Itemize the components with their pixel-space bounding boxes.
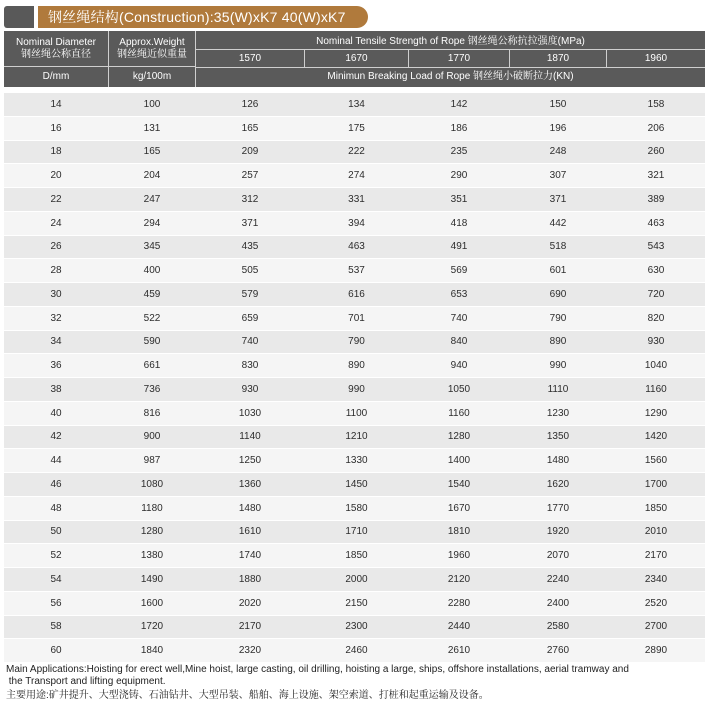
cell-load-1770: 840: [450, 336, 468, 348]
cell-load-1960: 2700: [644, 621, 668, 633]
cell-load-1670: 2000: [345, 573, 368, 585]
cell-diameter: 42: [50, 431, 62, 443]
cell-diameter: 44: [50, 455, 62, 467]
table-row: [4, 307, 705, 331]
cell-load-1870: 371: [549, 193, 567, 205]
cell-load-1960: 321: [647, 170, 665, 182]
cell-load-1870: 518: [549, 241, 567, 253]
header-grade-1960: 1960: [644, 53, 668, 64]
header-grade-1670: 1670: [345, 53, 368, 64]
cell-load-1770: 290: [450, 170, 468, 182]
cell-diameter: 26: [50, 241, 62, 253]
cell-load-1960: 1560: [644, 455, 668, 467]
cell-load-1770: 1280: [447, 431, 471, 443]
table-row: [4, 141, 705, 165]
cell-load-1570: 209: [241, 146, 259, 158]
table-row: [4, 521, 705, 545]
cell-load-1870: 150: [549, 98, 567, 110]
header-diameter-unit: D/mm: [42, 71, 70, 82]
cell-load-1570: 659: [241, 312, 259, 324]
cell-diameter: 48: [50, 502, 62, 514]
cell-load-1960: 1290: [644, 407, 668, 419]
cell-load-1570: 1140: [239, 431, 261, 443]
table-row: [4, 212, 705, 236]
cell-load-1770: 1540: [447, 478, 471, 490]
cell-load-1570: 126: [241, 98, 259, 110]
cell-load-1870: 1920: [546, 526, 570, 538]
cell-load-1770: 1960: [447, 550, 471, 562]
cell-load-1960: 2890: [644, 645, 668, 657]
cell-weight: 1380: [140, 550, 164, 562]
cell-weight: 522: [143, 312, 161, 324]
cell-weight: 459: [143, 288, 161, 300]
header-diameter-cn: 钢丝绳公称直径: [21, 49, 91, 60]
cell-load-1960: 543: [647, 241, 665, 253]
cell-load-1960: 463: [647, 217, 665, 229]
cell-load-1960: 2520: [644, 597, 668, 609]
header-strength: Nominal Tensile Strength of Rope 钢丝绳公称抗拉强度(MPa): [316, 36, 585, 47]
cell-load-1570: 1740: [238, 550, 262, 562]
cell-diameter: 60: [50, 645, 62, 657]
cell-diameter: 52: [50, 550, 62, 562]
table-row: [4, 449, 705, 473]
cell-load-1960: 930: [647, 336, 665, 348]
header-breaking-load: Minimun Breaking Load of Rope 钢丝绳小破断拉力(KN): [327, 71, 574, 82]
header-grade-1570: 1570: [238, 53, 262, 64]
applications-en-line2: the Transport and lifting equipment.: [6, 676, 166, 687]
cell-load-1770: 1160: [448, 407, 470, 419]
table-row: [4, 354, 705, 378]
cell-load-1670: 1850: [345, 550, 368, 562]
cell-weight: 1280: [140, 526, 164, 538]
cell-weight: 1180: [141, 502, 163, 514]
cell-load-1870: 1480: [546, 455, 570, 467]
cell-weight: 816: [143, 407, 161, 419]
cell-load-1570: 371: [241, 217, 259, 229]
cell-load-1870: 2070: [546, 550, 570, 562]
cell-diameter: 14: [50, 98, 62, 110]
cell-load-1870: 307: [549, 170, 567, 182]
cell-diameter: 46: [50, 478, 62, 490]
cell-diameter: 32: [50, 312, 62, 324]
cell-load-1770: 186: [450, 122, 468, 134]
cell-load-1570: 830: [241, 360, 259, 372]
cell-load-1570: 1030: [238, 407, 262, 419]
cell-diameter: 34: [50, 336, 62, 348]
cell-load-1570: 1480: [238, 502, 262, 514]
cell-diameter: 58: [50, 621, 62, 633]
cell-weight: 165: [143, 146, 161, 158]
cell-diameter: 36: [50, 360, 62, 372]
header-divider: [195, 31, 196, 87]
cell-load-1870: 1620: [546, 478, 570, 490]
cell-diameter: 38: [50, 383, 62, 395]
cell-load-1670: 990: [348, 383, 365, 395]
cell-weight: 661: [143, 360, 161, 372]
cell-weight: 294: [143, 217, 161, 229]
cell-load-1870: 990: [549, 360, 567, 372]
cell-load-1870: 601: [549, 265, 567, 277]
cell-load-1960: 206: [647, 122, 665, 134]
cell-load-1870: 2760: [546, 645, 570, 657]
cell-load-1770: 1810: [447, 526, 471, 538]
cell-load-1960: 2170: [644, 550, 668, 562]
cell-load-1670: 463: [348, 241, 365, 253]
cell-load-1670: 331: [348, 193, 365, 205]
cell-load-1770: 351: [450, 193, 468, 205]
cell-load-1570: 435: [241, 241, 259, 253]
cell-load-1670: 175: [348, 122, 365, 134]
applications-cn: 主要用途:矿井提升、大型浇铸、石油钻井、大型吊装、船舶、海上设施、架空索道、打桩和起重运输及设备。: [6, 690, 489, 701]
table-row: [4, 378, 705, 402]
cell-load-1770: 2120: [447, 573, 471, 585]
cell-load-1960: 630: [647, 265, 665, 277]
cell-load-1770: 1050: [447, 383, 471, 395]
cell-load-1770: 653: [450, 288, 468, 300]
cell-load-1570: 2020: [238, 597, 262, 609]
header-grade-1870: 1870: [546, 53, 570, 64]
header-diameter-en: Nominal Diameter: [15, 37, 97, 48]
table-row: [4, 331, 705, 355]
cell-weight: 204: [143, 170, 161, 182]
cell-diameter: 20: [50, 170, 62, 182]
cell-load-1870: 2240: [546, 573, 570, 585]
cell-load-1870: 1230: [546, 407, 570, 419]
cell-load-1770: 142: [450, 98, 468, 110]
cell-load-1870: 2580: [546, 621, 570, 633]
cell-load-1770: 740: [450, 312, 468, 324]
cell-load-1570: 930: [241, 383, 259, 395]
cell-weight: 247: [143, 193, 161, 205]
cell-weight: 736: [143, 383, 161, 395]
cell-diameter: 16: [50, 122, 62, 134]
cell-load-1570: 2170: [238, 621, 262, 633]
cell-weight: 987: [143, 455, 161, 467]
cell-diameter: 28: [50, 265, 62, 277]
cell-load-1870: 1110: [547, 383, 569, 395]
header-divider: [195, 49, 705, 50]
table-row: [4, 426, 705, 450]
table-row: [4, 93, 705, 117]
cell-load-1670: 790: [348, 336, 365, 348]
title-marker: [4, 6, 34, 28]
cell-weight: 345: [143, 241, 161, 253]
cell-load-1570: 312: [241, 193, 259, 205]
table-row: [4, 164, 705, 188]
cell-weight: 1840: [140, 645, 164, 657]
cell-diameter: 50: [50, 526, 62, 538]
table-row: [4, 473, 705, 497]
table-row: [4, 568, 705, 592]
table-row: [4, 117, 705, 141]
cell-load-1570: 1250: [238, 455, 262, 467]
cell-load-1670: 1100: [345, 407, 368, 419]
header-grade-1770: 1770: [447, 53, 471, 64]
cell-load-1770: 1400: [447, 455, 471, 467]
table-header: [4, 31, 705, 87]
cell-load-1670: 616: [348, 288, 365, 300]
cell-load-1670: 274: [348, 170, 365, 182]
cell-diameter: 54: [50, 573, 62, 585]
cell-load-1770: 1670: [447, 502, 471, 514]
table-row: [4, 592, 705, 616]
cell-load-1770: 418: [450, 217, 468, 229]
table-row: [4, 283, 705, 307]
cell-load-1960: 1040: [644, 360, 668, 372]
cell-diameter: 18: [50, 146, 62, 158]
header-divider: [509, 49, 510, 67]
cell-load-1960: 2340: [644, 573, 668, 585]
header-divider: [108, 31, 109, 87]
table-row: [4, 497, 705, 521]
cell-weight: 131: [143, 122, 161, 134]
title-bar: [4, 4, 705, 30]
cell-load-1770: 2610: [447, 645, 471, 657]
cell-weight: 100: [143, 98, 161, 110]
cell-load-1570: 165: [241, 122, 259, 134]
cell-load-1870: 1350: [546, 431, 570, 443]
cell-diameter: 56: [50, 597, 62, 609]
cell-load-1770: 569: [450, 265, 468, 277]
cell-load-1570: 740: [241, 336, 259, 348]
cell-load-1670: 1330: [345, 455, 368, 467]
cell-load-1570: 1880: [238, 573, 262, 585]
cell-load-1770: 491: [450, 241, 468, 253]
header-divider: [195, 67, 705, 68]
cell-diameter: 40: [50, 407, 62, 419]
cell-load-1960: 1420: [644, 431, 668, 443]
cell-weight: 900: [143, 431, 161, 443]
cell-weight: 1490: [140, 573, 164, 585]
table-row: [4, 544, 705, 568]
cell-load-1570: 505: [241, 265, 259, 277]
cell-load-1670: 1210: [345, 431, 368, 443]
cell-load-1870: 890: [549, 336, 567, 348]
page-title: 钢丝绳结构(Construction):35(W)xK7 40(W)xK7: [48, 9, 346, 25]
cell-load-1670: 890: [348, 360, 365, 372]
cell-load-1960: 389: [647, 193, 665, 205]
table-row: [4, 402, 705, 426]
cell-load-1960: 1160: [645, 383, 667, 395]
cell-load-1870: 1770: [546, 502, 570, 514]
cell-load-1670: 134: [348, 98, 365, 110]
cell-load-1670: 1580: [345, 502, 368, 514]
table-row: [4, 616, 705, 640]
cell-load-1570: 1610: [238, 526, 262, 538]
cell-load-1670: 222: [348, 146, 365, 158]
cell-load-1670: 2460: [345, 645, 368, 657]
header-weight-cn: 钢丝绳近似重量: [117, 49, 187, 60]
cell-load-1870: 690: [549, 288, 567, 300]
header-divider: [304, 49, 305, 67]
cell-load-1870: 2400: [546, 597, 570, 609]
data-table: [4, 93, 705, 663]
cell-load-1570: 1360: [238, 478, 262, 490]
header-weight-en: Approx.Weight: [119, 37, 185, 48]
table-row: [4, 236, 705, 260]
header-divider: [606, 49, 607, 67]
cell-load-1960: 158: [647, 98, 665, 110]
header-divider: [408, 49, 409, 67]
cell-load-1960: 1700: [644, 478, 668, 490]
cell-load-1960: 2010: [644, 526, 668, 538]
cell-load-1770: 235: [450, 146, 468, 158]
cell-weight: 1600: [140, 597, 164, 609]
cell-load-1770: 940: [450, 360, 468, 372]
applications-en-line1: Main Applications:Hoisting for erect well,Mine hoist, large casting, oil drilling, hoisting a large, ships, offshore installations, aerial tramway and: [6, 664, 629, 675]
cell-diameter: 24: [50, 217, 62, 229]
cell-weight: 590: [143, 336, 161, 348]
applications-note: [6, 664, 706, 702]
cell-load-1670: 2150: [345, 597, 368, 609]
cell-weight: 1080: [140, 478, 164, 490]
cell-load-1870: 248: [549, 146, 567, 158]
table-row: [4, 639, 705, 663]
cell-weight: 400: [143, 265, 161, 277]
cell-weight: 1720: [140, 621, 164, 633]
cell-load-1960: 1850: [644, 502, 668, 514]
table-row: [4, 259, 705, 283]
cell-load-1870: 790: [549, 312, 567, 324]
cell-load-1870: 196: [549, 122, 567, 134]
cell-load-1670: 394: [348, 217, 365, 229]
cell-load-1570: 579: [241, 288, 259, 300]
cell-load-1670: 1710: [345, 526, 368, 538]
cell-load-1870: 442: [549, 217, 567, 229]
cell-load-1670: 537: [348, 265, 365, 277]
cell-load-1670: 701: [348, 312, 365, 324]
cell-load-1960: 820: [647, 312, 665, 324]
cell-load-1770: 2280: [447, 597, 471, 609]
cell-load-1570: 2320: [238, 645, 262, 657]
cell-load-1770: 2440: [447, 621, 471, 633]
cell-load-1960: 720: [647, 288, 665, 300]
cell-load-1670: 2300: [345, 621, 368, 633]
table-row: [4, 188, 705, 212]
cell-diameter: 30: [50, 288, 62, 300]
cell-load-1670: 1450: [345, 478, 368, 490]
cell-diameter: 22: [50, 193, 62, 205]
header-weight-unit: kg/100m: [132, 71, 172, 82]
header-divider: [4, 66, 195, 67]
cell-load-1960: 260: [647, 146, 665, 158]
cell-load-1570: 257: [241, 170, 259, 182]
